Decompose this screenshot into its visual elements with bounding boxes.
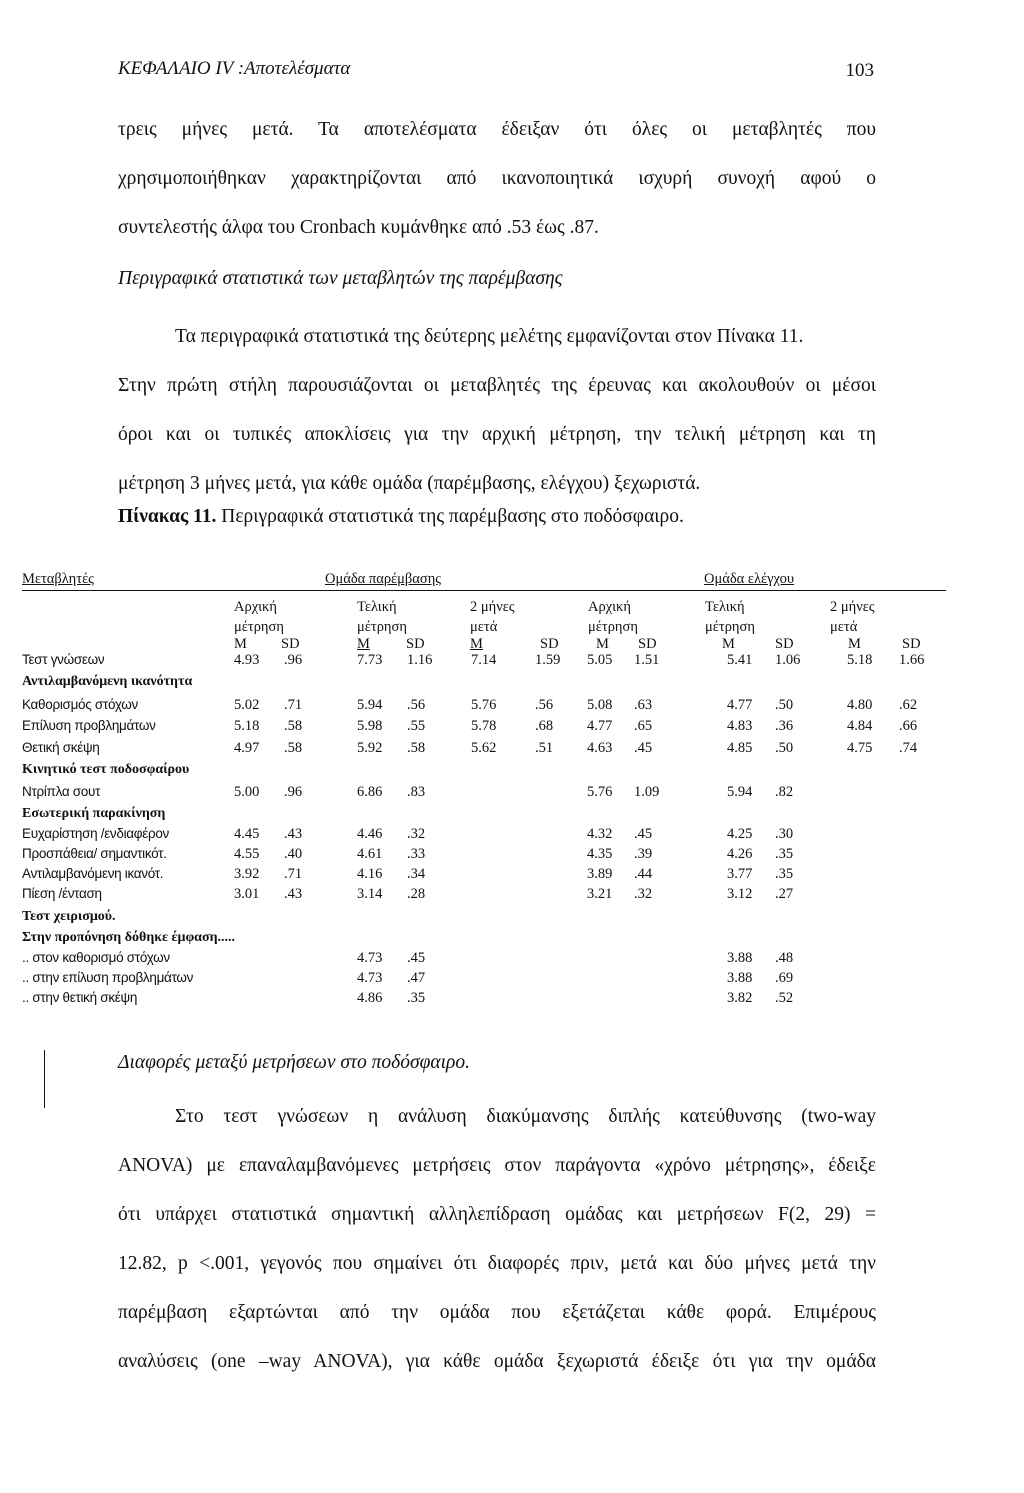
col-sd: SD: [902, 636, 921, 652]
sd-cell: .82: [775, 784, 794, 800]
sd-cell: .56: [407, 697, 426, 713]
mean-cell: 4.86: [357, 990, 383, 1006]
mean-cell: 5.02: [234, 697, 260, 713]
sd-cell: .62: [899, 697, 918, 713]
mean-cell: 3.88: [727, 950, 753, 966]
sd-cell: 1.66: [899, 652, 925, 668]
control-group-header: Ομάδα ελέγχου: [704, 571, 795, 587]
row-label: Επίλυση προβλημάτων: [22, 718, 156, 733]
sd-cell: .58: [284, 718, 303, 734]
sd-cell: .58: [407, 740, 426, 756]
text-line: συντελεστής άλφα του Cronbach κυμάνθηκε από .53 έως .87.: [118, 217, 599, 238]
text-line: Τα περιγραφικά στατιστικά της δεύτερης μελέτης εμφανίζονται στον Πίνακα 11.: [175, 326, 804, 347]
sd-cell: 1.09: [634, 784, 660, 800]
sd-cell: .30: [775, 826, 794, 842]
control-later-header: [830, 597, 875, 637]
mean-cell: 3.12: [727, 886, 753, 902]
mean-cell: 4.73: [357, 970, 383, 986]
col-sd: SD: [406, 636, 425, 652]
mean-cell: 5.08: [587, 697, 613, 713]
mean-cell: 4.46: [357, 826, 383, 842]
row-label: Τεστ χειρισμού.: [22, 909, 116, 924]
table-row: [22, 950, 946, 970]
table-caption: [118, 506, 684, 528]
sd-cell: .32: [634, 886, 653, 902]
mean-cell: 3.89: [587, 866, 613, 882]
row-label: Ευχαρίστηση /ενδιαφέρον: [22, 826, 170, 841]
sd-cell: .36: [775, 718, 794, 734]
control-initial-header: [588, 597, 638, 637]
mean-cell: 3.92: [234, 866, 260, 882]
sd-cell: .55: [407, 718, 426, 734]
sd-cell: .51: [535, 740, 554, 756]
row-label: .. στον καθορισμό στόχων: [22, 950, 170, 965]
mean-cell: 4.45: [234, 826, 260, 842]
mean-cell: 5.62: [471, 740, 497, 756]
sd-cell: .83: [407, 784, 426, 800]
mean-cell: 4.80: [847, 697, 873, 713]
sd-cell: 1.06: [775, 652, 801, 668]
row-label: Αντιλαμβανόμενη ικανότητα: [22, 674, 193, 689]
col-m: M: [722, 636, 735, 652]
sd-cell: 1.51: [634, 652, 660, 668]
header-line: μετά: [470, 619, 498, 635]
table-row: [22, 909, 946, 929]
mean-cell: 4.55: [234, 846, 260, 862]
differences-title: Διαφορές μεταξύ μετρήσεων στο ποδόσφαιρο.: [118, 1052, 471, 1073]
col-m: M: [470, 636, 483, 652]
sd-cell: .35: [775, 866, 794, 882]
mean-cell: 4.26: [727, 846, 753, 862]
sd-cell: .44: [634, 866, 653, 882]
mean-cell: 5.00: [234, 784, 260, 800]
sd-cell: .96: [284, 784, 303, 800]
sd-cell: .52: [775, 990, 794, 1006]
mean-cell: 3.82: [727, 990, 753, 1006]
mean-cell: 3.14: [357, 886, 383, 902]
mean-cell: 3.77: [727, 866, 753, 882]
mean-cell: 5.98: [357, 718, 383, 734]
chapter-title: ΚΕΦΑΛΑΙΟ IV :Αποτελέσματα: [118, 58, 351, 79]
header-line: Αρχική: [588, 599, 631, 615]
row-label: Κινητικό τεστ ποδοσφαίρου: [22, 762, 190, 777]
table-row: [22, 784, 946, 804]
sd-cell: .63: [634, 697, 653, 713]
text-line: 12.82, p <.001, γεγονός που σημαίνει ότι διαφορές πριν, μετά και δύο μήνες μετά την: [118, 1253, 876, 1274]
mean-cell: 3.21: [587, 886, 613, 902]
mean-cell: 4.61: [357, 846, 383, 862]
row-label: Προσπάθεια/ σημαντικότ.: [22, 846, 167, 861]
header-line: μέτρηση: [705, 619, 755, 635]
margin-bar: [44, 1050, 45, 1108]
mean-cell: 6.86: [357, 784, 383, 800]
mean-cell: 5.94: [727, 784, 753, 800]
text-line: ότι υπάρχει στατιστικά σημαντική αλληλεπίδραση ομάδας και μετρήσεων F(2, 29) =: [118, 1204, 876, 1225]
initial-header: [234, 597, 284, 637]
sd-cell: .39: [634, 846, 653, 862]
sd-cell: .50: [775, 697, 794, 713]
table-row: [22, 697, 946, 717]
sd-cell: .45: [634, 826, 653, 842]
sd-cell: .32: [407, 826, 426, 842]
sd-cell: .43: [284, 886, 303, 902]
mean-cell: 5.78: [471, 718, 497, 734]
sd-cell: .40: [284, 846, 303, 862]
table-row: [22, 826, 946, 846]
control-final-header: [705, 597, 755, 637]
sd-cell: .33: [407, 846, 426, 862]
later-header: [470, 597, 515, 637]
sd-cell: .45: [634, 740, 653, 756]
variables-header: Μεταβλητές: [22, 571, 94, 587]
table-row: [22, 762, 946, 782]
sd-cell: .58: [284, 740, 303, 756]
col-sd: SD: [638, 636, 657, 652]
text-line: Στην πρώτη στήλη παρουσιάζονται οι μεταβλητές της έρευνας και ακολουθούν οι μέσοι: [118, 375, 876, 396]
mean-cell: 4.25: [727, 826, 753, 842]
header-line: 2 μήνες: [470, 599, 515, 615]
mean-cell: 5.76: [471, 697, 497, 713]
mean-cell: 4.83: [727, 718, 753, 734]
section-title: Περιγραφικά στατιστικά των μεταβλητών της παρέμβασης: [118, 268, 563, 289]
col-sd: SD: [281, 636, 300, 652]
sd-cell: .45: [407, 950, 426, 966]
mean-cell: 5.92: [357, 740, 383, 756]
mean-cell: 4.63: [587, 740, 613, 756]
header-line: Τελική: [357, 599, 397, 615]
table-row: [22, 866, 946, 886]
table-row: [22, 718, 946, 738]
header-line: μέτρηση: [588, 619, 638, 635]
col-sd: SD: [775, 636, 794, 652]
col-m: M: [357, 636, 370, 652]
table-row: [22, 970, 946, 990]
mean-cell: 4.97: [234, 740, 260, 756]
mean-cell: 4.77: [587, 718, 613, 734]
sd-cell: .65: [634, 718, 653, 734]
mean-cell: 4.77: [727, 697, 753, 713]
mean-cell: 7.14: [471, 652, 497, 668]
table-caption-label: Πίνακας 11.: [118, 506, 217, 527]
row-label: Πίεση /ένταση: [22, 886, 102, 901]
sd-cell: 1.16: [407, 652, 433, 668]
sd-cell: .50: [775, 740, 794, 756]
anova-paragraph: [118, 1092, 876, 1386]
table-row: [22, 846, 946, 866]
text-line: όροι και οι τυπικές αποκλίσεις για την αρχική μέτρηση, την τελική μέτρηση και τη: [118, 424, 876, 445]
text-line: τρεις μήνες μετά. Τα αποτελέσματα έδειξαν ότι όλες οι μεταβλητές που: [118, 119, 876, 140]
sd-cell: .96: [284, 652, 303, 668]
row-label: .. στην επίλυση προβλημάτων: [22, 970, 194, 985]
sd-cell: .28: [407, 886, 426, 902]
text-line: παρέμβαση εξαρτώνται από την ομάδα που εξετάζεται κάθε φορά. Επιμέρους: [118, 1302, 876, 1323]
mean-cell: 4.32: [587, 826, 613, 842]
sd-cell: .43: [284, 826, 303, 842]
row-label: .. στην θετική σκέψη: [22, 990, 138, 1005]
mean-cell: 4.85: [727, 740, 753, 756]
mean-cell: 7.73: [357, 652, 383, 668]
col-m: M: [596, 636, 609, 652]
description-paragraph: [118, 312, 876, 508]
sd-cell: .35: [407, 990, 426, 1006]
row-label: Αντιλαμβανόμενη ικανότ.: [22, 866, 164, 881]
table-row: [22, 930, 946, 950]
text-line: Στο τεστ γνώσεων η ανάλυση διακύμανσης διπλής κατεύθυνσης (two-way: [175, 1106, 876, 1127]
table-row: [22, 990, 946, 1010]
text-line: μέτρηση 3 μήνες μετά, για κάθε ομάδα (παρέμβασης, ελέγχου) ξεχωριστά.: [118, 473, 701, 494]
row-label: Τεστ γνώσεων: [22, 652, 105, 667]
row-label: Θετική σκέψη: [22, 740, 100, 755]
row-label: Ντρίπλα σουτ: [22, 784, 101, 799]
sd-cell: .35: [775, 846, 794, 862]
mean-cell: 5.76: [587, 784, 613, 800]
sd-cell: .71: [284, 866, 303, 882]
page-header: [118, 58, 874, 88]
header-line: μέτρηση: [234, 619, 284, 635]
sd-cell: .34: [407, 866, 426, 882]
header-line: μέτρηση: [357, 619, 407, 635]
mean-cell: 5.18: [234, 718, 260, 734]
sd-cell: .69: [775, 970, 794, 986]
sd-cell: .68: [535, 718, 554, 734]
sd-cell: .74: [899, 740, 918, 756]
mean-cell: 3.88: [727, 970, 753, 986]
intervention-group-header: Ομάδα παρέμβασης: [325, 571, 442, 587]
intro-paragraph: [118, 105, 876, 252]
row-label: Εσωτερική παρακίνηση: [22, 806, 166, 821]
table-top-rule: [22, 590, 946, 591]
mean-cell: 4.73: [357, 950, 383, 966]
table-row: [22, 806, 946, 826]
sd-cell: .66: [899, 718, 918, 734]
header-line: μετά: [830, 619, 858, 635]
table-row: [22, 740, 946, 760]
header-line: Αρχική: [234, 599, 277, 615]
mean-cell: 5.18: [847, 652, 873, 668]
mean-cell: 5.94: [357, 697, 383, 713]
sd-cell: .27: [775, 886, 794, 902]
mean-cell: 4.93: [234, 652, 260, 668]
sd-cell: .56: [535, 697, 554, 713]
sd-cell: .47: [407, 970, 426, 986]
sd-cell: 1.59: [535, 652, 561, 668]
sd-cell: .71: [284, 697, 303, 713]
text-line: χρησιμοποιήθηκαν χαρακτηρίζονται από ικανοποιητικά ισχυρή συνοχή αφού ο: [118, 168, 876, 189]
page-number: 103: [845, 60, 874, 81]
col-sd: SD: [540, 636, 559, 652]
col-m: M: [234, 636, 247, 652]
header-line: 2 μήνες: [830, 599, 875, 615]
mean-cell: 4.16: [357, 866, 383, 882]
mean-cell: 5.05: [587, 652, 613, 668]
sd-cell: .48: [775, 950, 794, 966]
mean-cell: 5.41: [727, 652, 753, 668]
final-header: [357, 597, 407, 637]
row-label: Στην προπόνηση δόθηκε έμφαση.....: [22, 930, 236, 945]
mean-cell: 4.35: [587, 846, 613, 862]
table-row: [22, 886, 946, 906]
col-m: M: [848, 636, 861, 652]
row-label: Καθορισμός στόχων: [22, 697, 138, 712]
table-row: [22, 674, 946, 694]
header-line: Τελική: [705, 599, 745, 615]
mean-cell: 4.75: [847, 740, 873, 756]
mean-cell: 3.01: [234, 886, 260, 902]
text-line: ANOVA) με επαναλαμβανόμενες μετρήσεις στον παράγοντα «χρόνο μέτρησης», έδειξε: [118, 1155, 876, 1176]
table-row: [22, 652, 946, 672]
table-caption-text: Περιγραφικά στατιστικά της παρέμβασης στο ποδόσφαιρο.: [216, 506, 684, 527]
text-line: αναλύσεις (one –way ANOVA), για κάθε ομάδα ξεχωριστά έδειξε ότι για την ομάδα: [118, 1351, 876, 1372]
mean-cell: 4.84: [847, 718, 873, 734]
